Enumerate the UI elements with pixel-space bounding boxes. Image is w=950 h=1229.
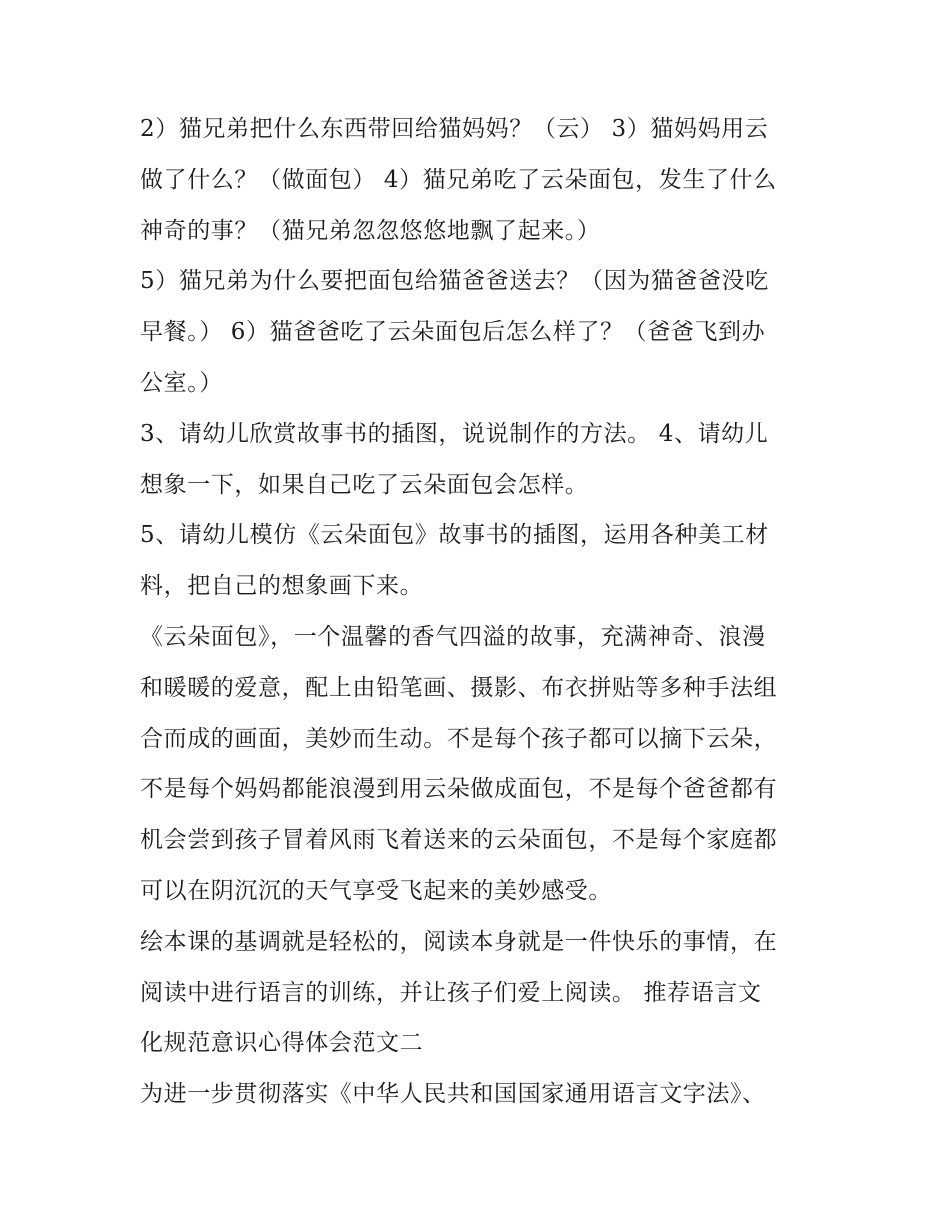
text-line: 合而成的画面，美妙而生动。不是每个孩子都可以摘下云朵， <box>140 725 778 752</box>
text-line: 想象一下，如果自己吃了云朵面包会怎样。 <box>140 471 589 498</box>
text-line: 化规范意识心得体会范文二 <box>140 1030 424 1057</box>
text-line: 为进一步贯彻落实《中华人民共和国国家通用语言文字法》、 <box>140 1081 766 1108</box>
text-line: 5、请幼儿模仿《云朵面包》故事书的插图，运用各种美工材 <box>140 522 769 549</box>
text-line: 料，把自己的想象画下来。 <box>140 573 424 600</box>
document-body <box>140 104 820 1120</box>
text-line: 《云朵面包》，一个温馨的香气四溢的故事，充满神奇、浪漫 <box>140 623 766 650</box>
text-line: 2）猫兄弟把什么东西带回给猫妈妈？（云） 3）猫妈妈用云 <box>140 116 769 142</box>
text-line: 机会尝到孩子冒着风雨飞着送来的云朵面包，不是每个家庭都 <box>140 827 778 854</box>
text-line: 公室。） <box>140 369 223 396</box>
text-line: 不是每个妈妈都能浪漫到用云朵做成面包，不是每个爸爸都有 <box>140 776 778 803</box>
text-line: 阅读中进行语言的训练，并让孩子们爱上阅读。 推荐语言文 <box>140 979 762 1006</box>
text-line: 神奇的事？（猫兄弟忽忽悠悠地飘了起来。） <box>140 217 601 244</box>
text-line: 3、请幼儿欣赏故事书的插图，说说制作的方法。 4、请幼儿 <box>140 420 769 447</box>
text-line: 和暖暖的爱意，配上由铅笔画、摄影、布衣拼贴等多种手法组 <box>140 674 778 701</box>
text-line: 绘本课的基调就是轻松的，阅读本身就是一件快乐的事情，在 <box>140 928 778 955</box>
text-line: 5）猫兄弟为什么要把面包给猫爸爸送去？（因为猫爸爸没吃 <box>140 268 769 295</box>
text-line: 做了什么？（做面包） 4）猫兄弟吃了云朵面包，发生了什么 <box>140 166 777 193</box>
text-line: 早餐。） 6）猫爸爸吃了云朵面包后怎么样了？（爸爸飞到办 <box>140 319 766 346</box>
text-line: 可以在阴沉沉的天气享受飞起来的美妙感受。 <box>140 877 612 904</box>
